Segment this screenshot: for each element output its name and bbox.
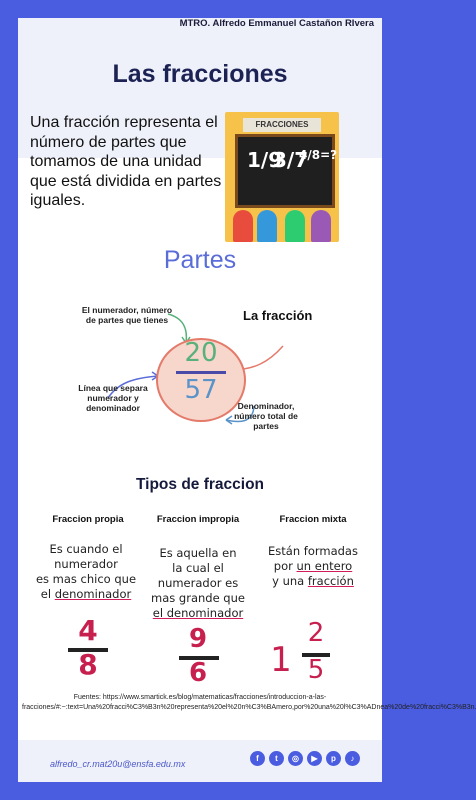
description-text: y una: [272, 574, 308, 588]
proper-fraction-heading: Fraccion propia: [52, 514, 124, 525]
underlined-term: un entero: [296, 559, 353, 573]
fraction-one-ninth: 1/9: [247, 148, 283, 172]
underlined-term: denominador: [54, 587, 132, 601]
improper-fraction-heading: Fraccion impropia: [156, 514, 240, 525]
denominator-value: 57: [184, 375, 218, 405]
proper-numerator: 4: [78, 614, 98, 647]
child-figure: [233, 210, 253, 242]
fraction-three-sevenths: 3/7: [273, 148, 309, 172]
description-line: [30, 587, 142, 602]
tiktok-icon[interactable]: ♪: [345, 751, 360, 766]
description-line: Están formadas: [268, 544, 358, 558]
child-figure: [311, 210, 331, 242]
sources-text: Fuentes: https://www.smartick.es/blog/matematicas/fracciones/introduccion-a-las-fracciones/#:~:text=Una%20fracci%C3%B3n%20representa%20el%20n%C3%BAmero,por%20una%20l%C3%ADnea%20de%20fracci%C3%B3n.: [22, 694, 476, 711]
description-line: [258, 559, 368, 574]
improper-denominator: 6: [188, 658, 208, 688]
twitter-icon[interactable]: t: [269, 751, 284, 766]
description-line: es mas chico que: [35, 572, 137, 586]
description-line: Es aquella en: [159, 546, 237, 560]
contact-email[interactable]: alfredo_cr.mat20u@ensfa.edu.mx: [50, 759, 186, 769]
page-title: Las fracciones: [112, 60, 288, 88]
description-line: mas grande que: [151, 591, 245, 605]
mixed-whole-number: 1: [270, 640, 292, 680]
fraction-four-eighths: 4/8=?: [299, 148, 338, 162]
description-line: [258, 574, 368, 589]
pinterest-icon[interactable]: p: [326, 751, 341, 766]
mixed-numerator: 2: [307, 618, 325, 648]
numerator-value: 20: [184, 338, 218, 368]
description-line: numerador: [54, 557, 118, 571]
illustration-banner: FRACCIONES: [243, 118, 321, 132]
instagram-icon[interactable]: ◎: [288, 751, 303, 766]
facebook-icon[interactable]: f: [250, 751, 265, 766]
intro-text: Una fracción representa el número de partes que tomamos de una unidad que está dividida en partes iguales.: [30, 114, 222, 209]
description-line: la cual el: [172, 561, 224, 575]
mixed-denominator: 5: [307, 655, 325, 685]
author-name: MTRO. Alfredo Emmanuel Castañon RIvera: [179, 18, 374, 29]
infographic-page: [18, 18, 476, 782]
denominator-label: Denominador, número total de partes: [234, 401, 298, 431]
child-figure: [285, 210, 305, 242]
mixed-fraction-description: [258, 544, 368, 589]
description-line: numerador es: [157, 576, 239, 590]
types-heading: Tipos de fraccion: [135, 476, 265, 493]
partes-heading: Partes: [163, 246, 237, 274]
proper-denominator: 8: [78, 648, 98, 681]
description-line: Es cuando el: [49, 542, 123, 556]
fractions-illustration: [225, 112, 339, 242]
child-figure: [257, 210, 277, 242]
description-line: el denominador: [152, 606, 244, 620]
proper-fraction-description: [30, 542, 142, 602]
description-text: el: [40, 587, 55, 601]
numerator-label: El numerador, número de partes que tienes: [81, 305, 173, 325]
improper-numerator: 9: [188, 624, 208, 654]
underlined-term: fracción: [307, 574, 354, 588]
description-text: por: [273, 559, 297, 573]
line-label: Línea que separa numerador y denominador: [78, 383, 148, 413]
youtube-icon[interactable]: ▶: [307, 751, 322, 766]
fraction-line: [176, 371, 226, 374]
mixed-fraction-heading: Fraccion mixta: [279, 514, 347, 525]
improper-fraction-description: [146, 546, 250, 621]
fraction-label: La fracción: [243, 308, 313, 323]
